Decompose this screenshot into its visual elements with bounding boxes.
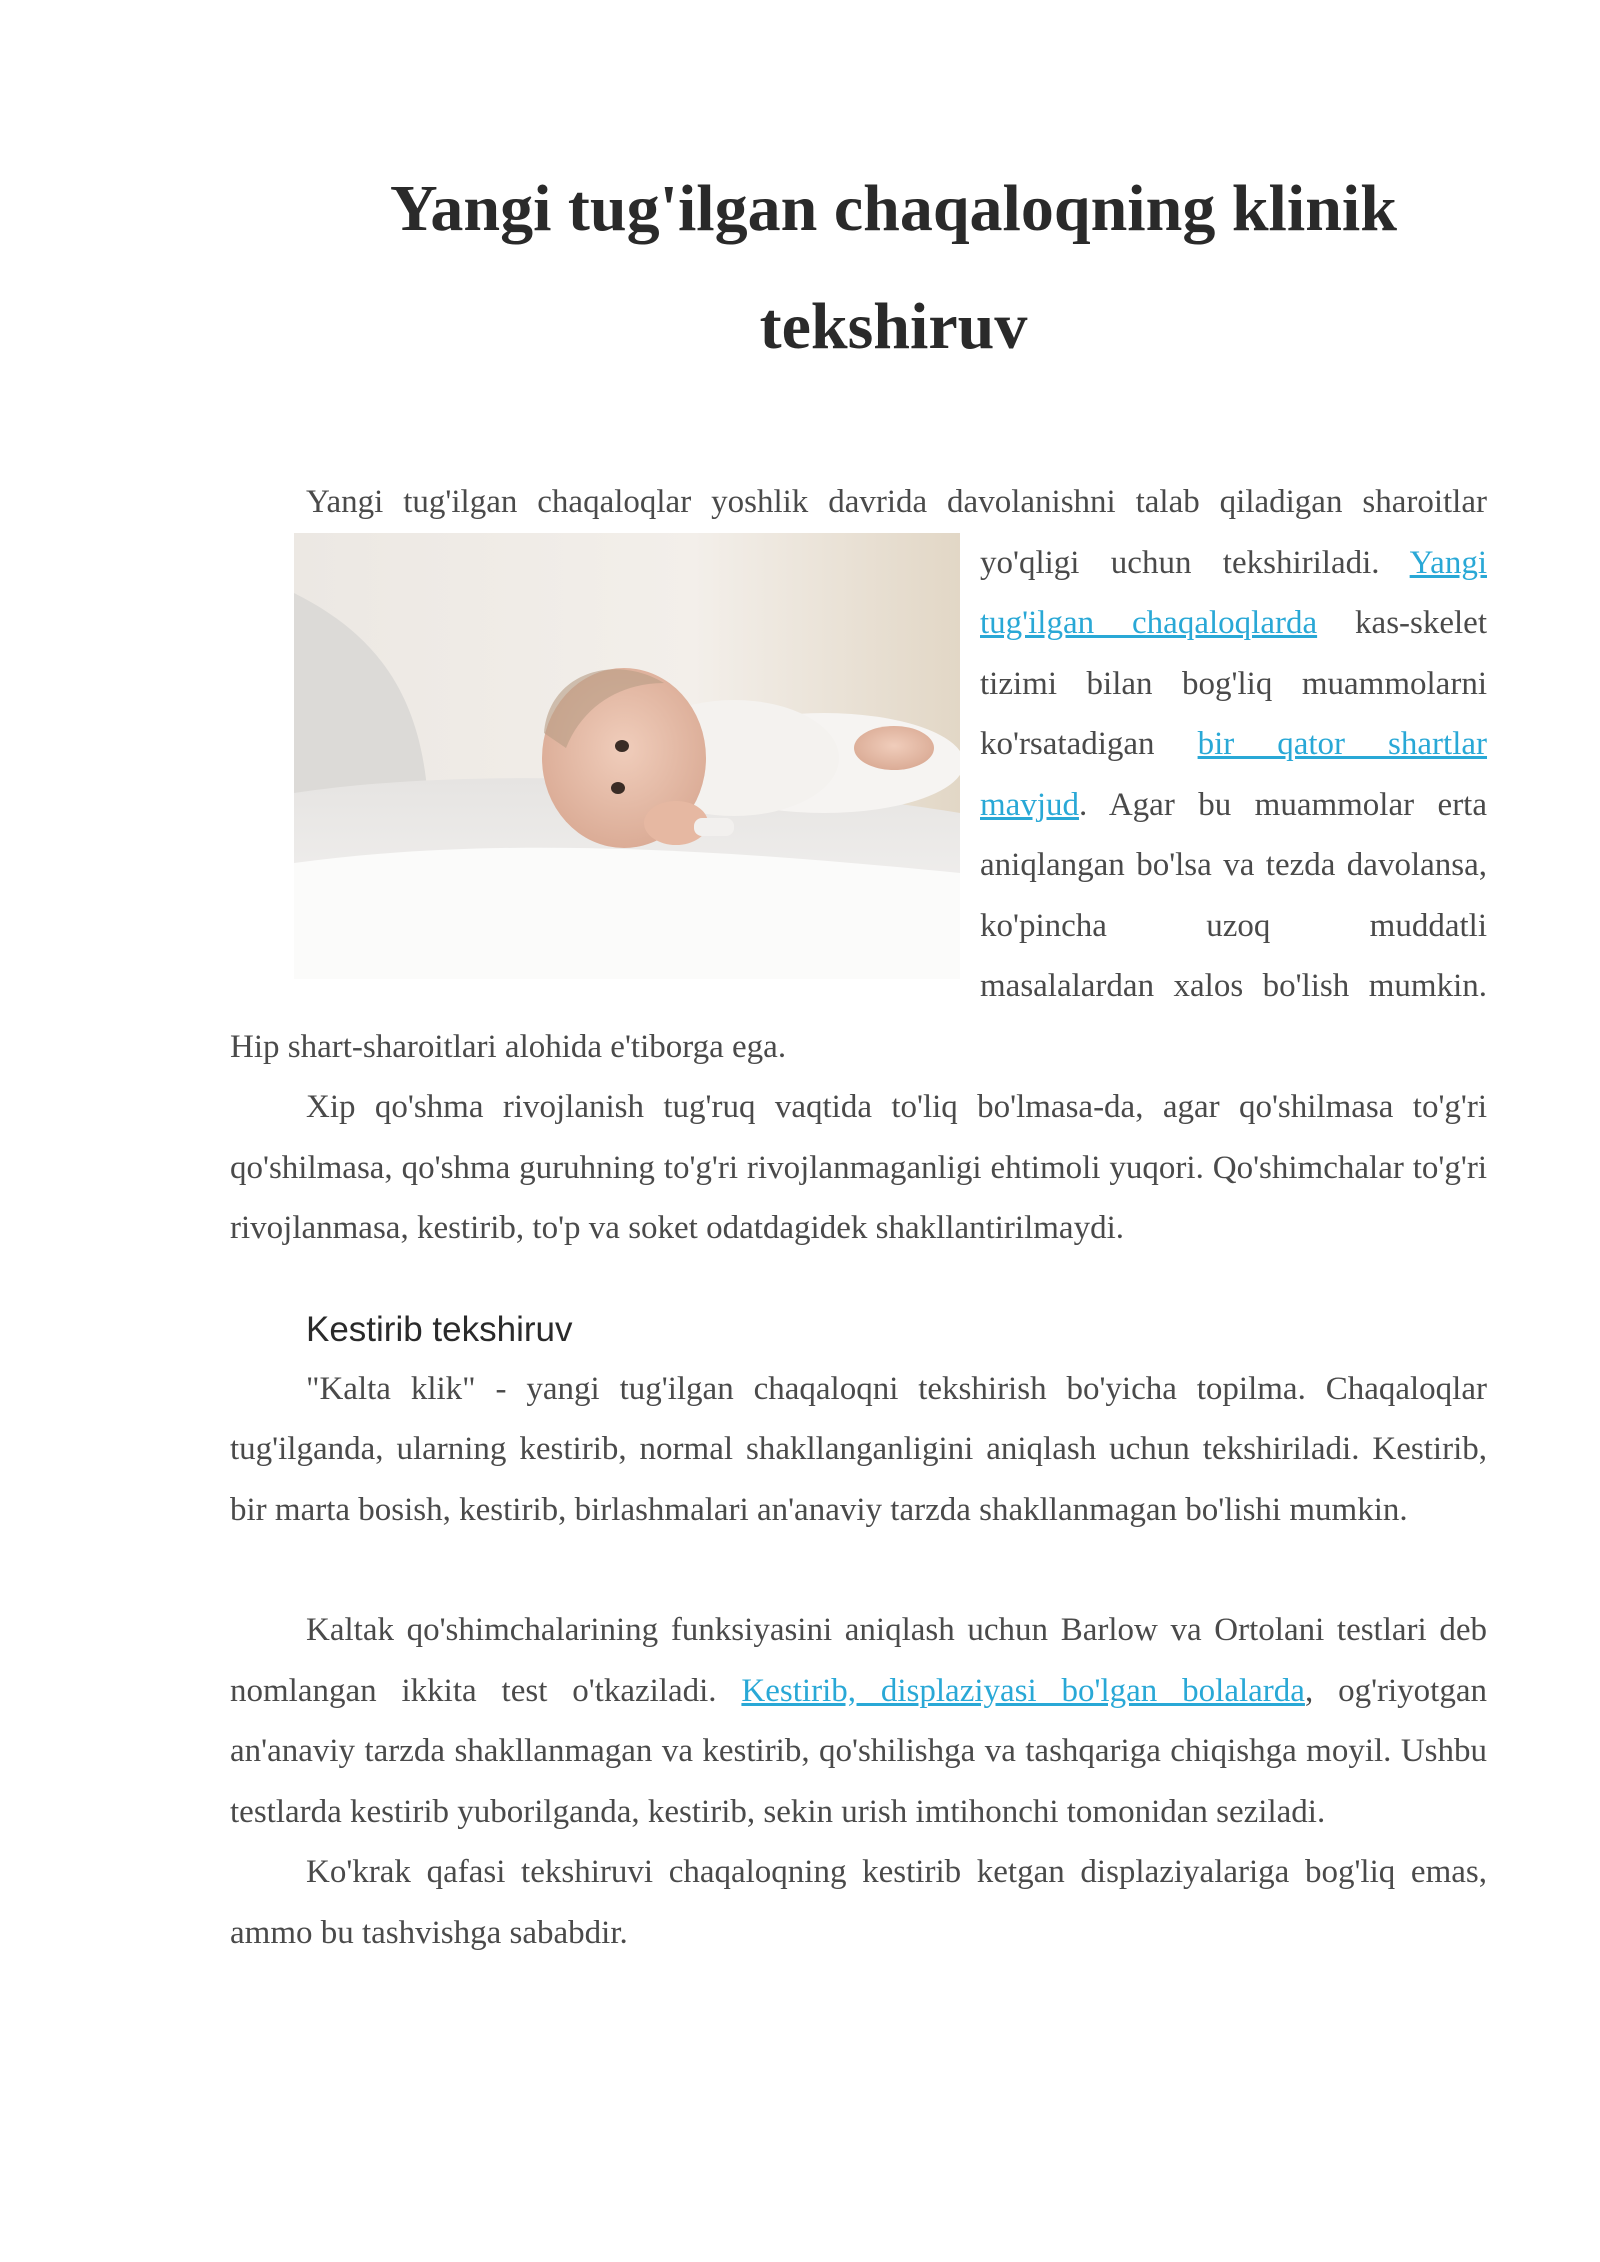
link-dysplasia-children[interactable]: Kestirib, displaziyasi bo'lgan bolalarda <box>741 1672 1305 1709</box>
tests-lead: Kaltak qo'shimchalarining funksiyasini aniqlash uchun Barlow va Ortolani testlari deb nomlangan ikkita test o'tkaziladi. <box>230 1612 1487 1709</box>
intro-mid: kas-skelet tizimi bilan bog'liq muammolarni ko'rsatadigan <box>980 605 1487 762</box>
page-title: Yangi tug'ilgan chaqaloqning klinik tekshiruv <box>390 172 1397 363</box>
tests-tail: , og'riyotgan an'anaviy tarzda shakllanmagan va kestirib, qo'shilishga va tashqariga chiqishga moyil. Ushbu testlarda kestirib yuborilganda, kestirib, sekin urish imtihonchi tomonidan seziladi. <box>230 1672 1487 1830</box>
link-newborns[interactable]: Yangi tug'ilgan chaqaloqlarda <box>980 544 1487 641</box>
paragraph-tests <box>230 1600 1487 1842</box>
paragraph-hip-development: Xip qo'shma rivojlanish tug'ruq vaqtida to'liq bo'lmasa-da, agar qo'shilmasa to'g'ri qo'shilmasa, qo'shma guruhning to'g'ri rivojlanmaganligi ehtimoli yuqori. Qo'shimchalar to'g'ri rivojlanmasa, kestirib, to'p va soket odatdagidek shakllantirilmaydi. <box>230 1089 1487 1246</box>
article-body <box>230 472 1487 1963</box>
paragraph-click-finding: "Kalta klik" - yangi tug'ilgan chaqaloqni tekshirish bo'yicha topilma. Chaqaloqlar tug'ilganda, ularning kestirib, normal shakllanganligini aniqlash uchun tekshiriladi. Kestirib, bir marta bosish, kestirib, birlashmalari an'anaviy tarzda shakllanmagan bo'lishi mumkin. <box>230 1370 1487 1528</box>
section-heading: Kestirib tekshiruv <box>306 1309 573 1349</box>
newborn-photo-icon <box>294 533 960 979</box>
paragraph-chest-exam: Ko'krak qafasi tekshiruvi chaqaloqning kestirib ketgan displaziyalariga bog'liq emas, ammo bu tashvishga sababdir. <box>230 1854 1487 1951</box>
intro-lead-part2: yo'qligi uchun tekshiriladi. <box>980 544 1380 581</box>
newborn-photo <box>294 533 960 979</box>
intro-lead-part1: Yangi tug'ilgan chaqaloqlar yoshlik davrida davolanishni talab qiladigan sharoitlar <box>306 484 1487 520</box>
intro-tail: . Agar bu muammolar erta aniqlangan bo'lsa va tezda davolansa, ko'pincha uzoq muddatli masalalardan xalos bo'lish mumkin. Hip shart-sharoitlari alohida e'tiborga ega. <box>230 786 1487 1065</box>
paragraph-gap <box>230 1540 1487 1600</box>
paragraph-intro <box>230 472 1487 533</box>
link-conditions[interactable]: bir qator shartlar mavjud <box>980 726 1488 823</box>
